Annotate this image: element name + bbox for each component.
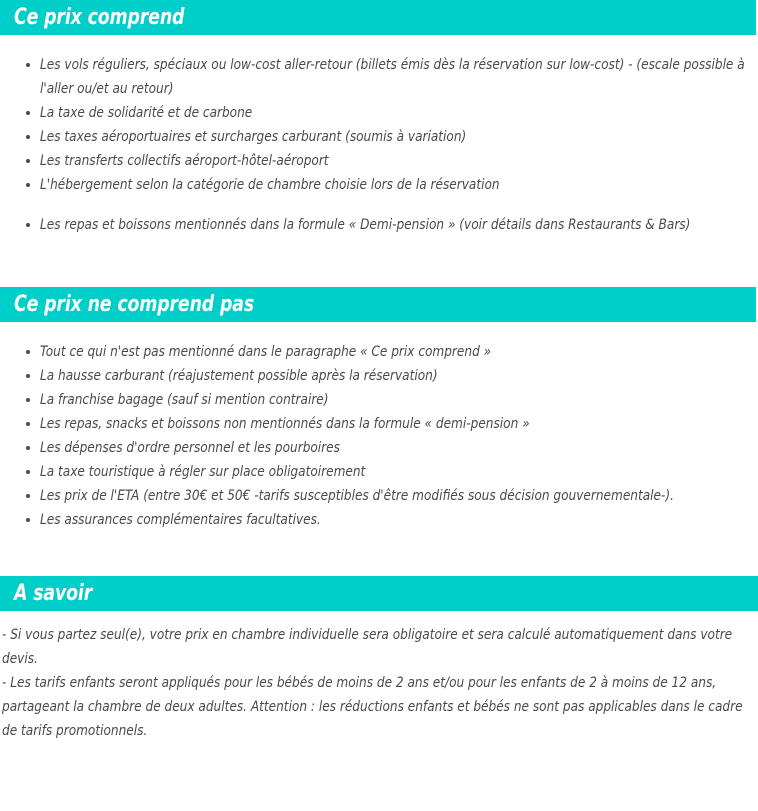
list-item xyxy=(0,173,758,197)
list-item xyxy=(0,149,758,173)
list-item-text: Les repas et boissons mentionnés dans la formule « Demi-pension » (voir détails dans Restaurants & Bars) xyxy=(40,217,691,233)
list-item-text: Les taxes aéroportuaires et surcharges carburant (soumis à variation) xyxy=(40,129,467,145)
note-paragraph xyxy=(2,623,752,671)
list-item-text: Les assurances complémentaires facultatives. xyxy=(40,512,321,528)
section-body-not-included xyxy=(0,322,758,532)
section-title-good-to-know: A savoir xyxy=(14,580,93,606)
note-paragraph xyxy=(2,671,752,743)
section-header-not-included xyxy=(0,287,756,322)
list-item-text: Les vols réguliers, spéciaux ou low-cost aller-retour (billets émis dès la réservation sur low-cost) - (escale possible à l'aller ou/et au retour) xyxy=(40,57,745,97)
list-item-text: Les dépenses d'ordre personnel et les pourboires xyxy=(40,440,340,456)
list-item xyxy=(0,53,758,101)
list-item xyxy=(0,436,758,460)
list-item xyxy=(0,101,758,125)
not-included-list xyxy=(0,340,758,532)
section-spacer xyxy=(0,237,758,287)
list-item xyxy=(0,412,758,436)
list-item xyxy=(0,460,758,484)
list-item xyxy=(0,213,758,237)
section-title-included: Ce prix comprend xyxy=(14,4,185,30)
list-item xyxy=(0,484,758,508)
included-list xyxy=(0,53,758,237)
page-bottom-spacer xyxy=(0,743,758,789)
list-item-text: La franchise bagage (sauf si mention contraire) xyxy=(40,392,329,408)
list-item xyxy=(0,388,758,412)
list-item-text: Les transferts collectifs aéroport-hôtel-aéroport xyxy=(40,153,329,169)
section-body-good-to-know xyxy=(0,611,758,743)
section-body-included xyxy=(0,35,758,237)
section-header-included xyxy=(0,0,756,35)
section-header-good-to-know xyxy=(0,576,758,611)
section-spacer xyxy=(0,532,758,576)
list-item-text: La taxe de solidarité et de carbone xyxy=(40,105,253,121)
list-item-text: La hausse carburant (réajustement possible après la réservation) xyxy=(40,368,438,384)
list-item-text: Les repas, snacks et boissons non mentionnés dans la formule « demi-pension » xyxy=(40,416,530,432)
list-item-text: Tout ce qui n'est pas mentionné dans le paragraphe « Ce prix comprend » xyxy=(40,344,492,360)
list-item-text: L'hébergement selon la catégorie de chambre choisie lors de la réservation xyxy=(40,177,500,193)
list-item xyxy=(0,340,758,364)
list-item xyxy=(0,125,758,149)
list-item xyxy=(0,364,758,388)
note-text: - Si vous partez seul(e), votre prix en chambre individuelle sera obligatoire et sera calculé automatiquement dans votre devis. xyxy=(2,627,733,667)
list-item-text: La taxe touristique à régler sur place obligatoirement xyxy=(40,464,366,480)
list-item-text: Les prix de l'ETA (entre 30€ et 50€ -tarifs susceptibles d'être modifiés sous décision gouvernementale-). xyxy=(40,488,674,504)
note-text: - Les tarifs enfants seront appliqués pour les bébés de moins de 2 ans et/ou pour les enfants de 2 à moins de 12 ans, partageant la chambre de deux adultes. Attention : les réductions enfants et bébés ne sont pas applicables dans le cadre de tarifs promotionnels. xyxy=(2,675,743,739)
list-item xyxy=(0,508,758,532)
section-title-not-included: Ce prix ne comprend pas xyxy=(14,291,255,317)
